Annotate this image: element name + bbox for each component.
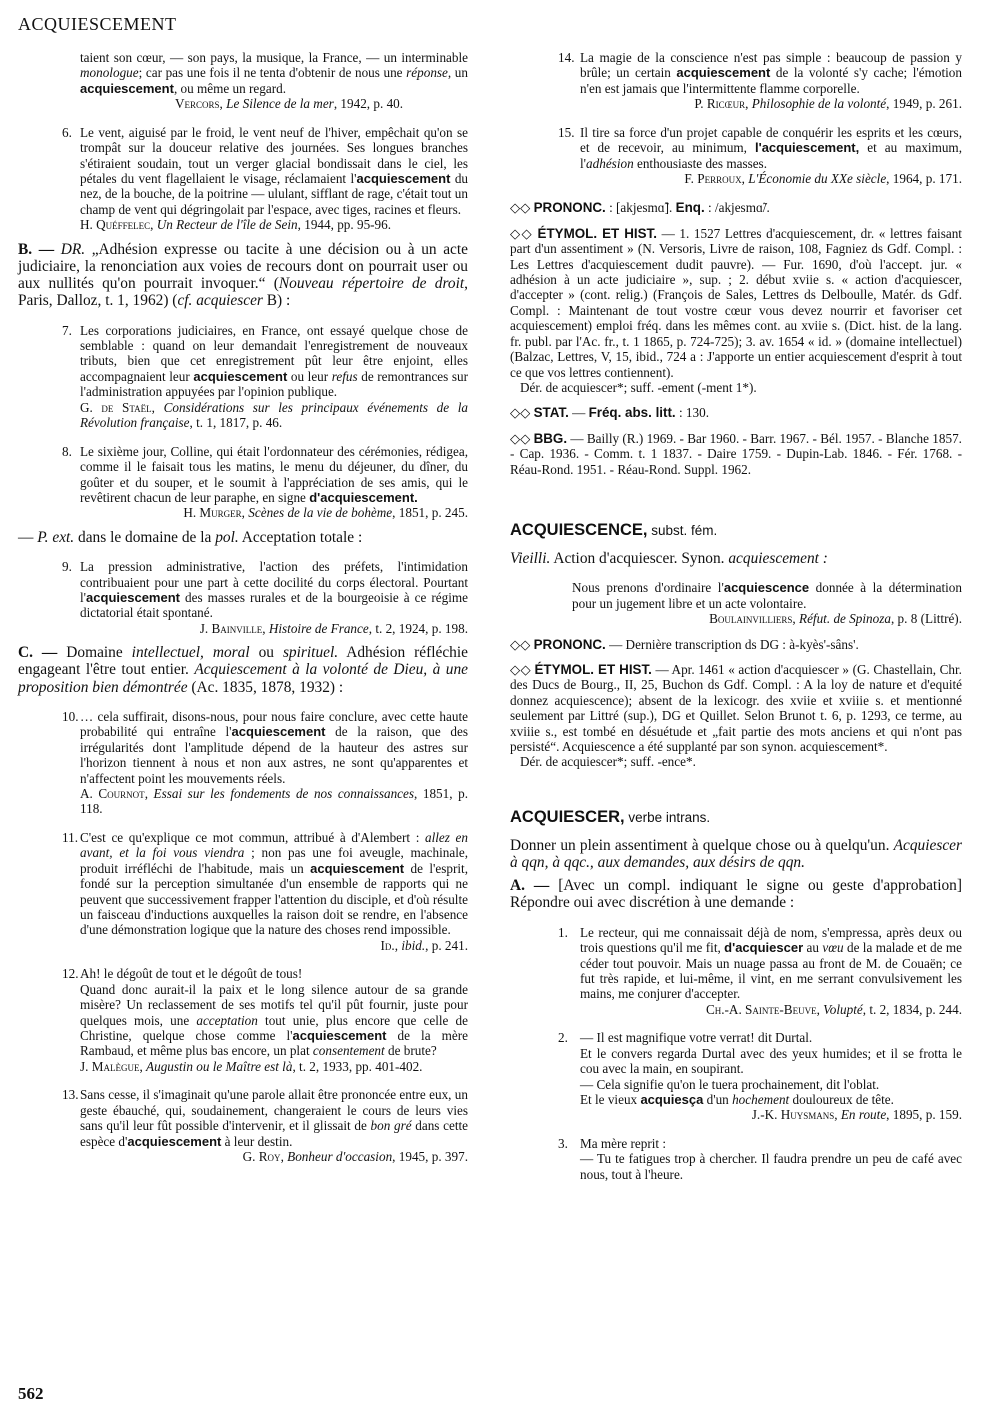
acquiescer-section-a: A. — [Avec un compl. indiquant le signe ou geste d'approbation] Répondre oui avec discrétion à une demande : <box>510 877 962 912</box>
example-12: 12. Ah! le dégoût de tout et le dégoût de tous! Quand donc aurait-il la paix et le long silence autour de sa grande misère? Un reclassement de ses motifs tel qu'il pût fournir, juste pour quelques mois, une acceptation tout unie, plus encore que celle de Christine, quelque chose comme l'acquiescement de la mère Rambaud, et même plus bas encore, un plat consentement de brute? J. Malègue, Augustin ou le Maître est là, t. 2, 1933, pp. 401-402. <box>62 966 468 1074</box>
bibliography-section: ◇◇ BBG. — Bailly (R.) 1969. - Bar 1960. - Barr. 1967. - Bél. 1957. - Blanche 1857. - Cap. 1936. - Comm. t. 1 1837. - Daire 1759. - Dupin-Lab. 1846. - Fér. 1768. - Réau-Rond. 1951. - Réau-Rond. Suppl. 1962. <box>510 430 962 477</box>
example-15: 15. Il tire sa force d'un projet capable de conquérir les esprits et les cœurs, et de recevoir, au minimum, l'acquiescement, et au maximum, l'adhésion enthousiaste des masses. F. Perroux, L'Économie du XXe siècle, 1964, p. 171. <box>558 124 962 187</box>
keyword: acquiescement <box>86 589 180 605</box>
example-14: 14. La magie de la conscience n'est pas simple : beaucoup de passion y brûle; un certain acquiescement de la volonté s'y cache; l'émotion n'en est jamais que l'intermittente flamme corporelle. P. Ricœur, Philosophie de la volonté, 1949, p. 261. <box>558 50 962 112</box>
page-number: 562 <box>18 1384 44 1403</box>
acquiescence-definition: Vieilli. Action d'acquiescer. Synon. acquiescement : <box>510 549 828 567</box>
citation-source: J. Bainville, Histoire de France, t. 2, 1924, p. 198. <box>199 620 468 636</box>
keyword: acquiescement <box>193 368 288 384</box>
citation-source: F. Perroux, L'Économie du XXe siècle, 1964, p. 171. <box>684 171 962 187</box>
acquiescer-example-2: 2. — Il est magnifique votre verrat! dit Durtal. Et le convers regarda Durtal avec des yeux humides; et il se frotta le cou avec la main, en soupirant. — Cela signifie qu'on le tuera prochainement, dit l'oblat. Et le vieux acquiesça d'un hochement douloureux de tête. J.-K. Huysmans, En route, 1895, p. 159. <box>558 1030 962 1123</box>
entry-headword-acquiescence: ACQUIESCENCE, subst. fém. <box>510 520 718 539</box>
citation-source: Id., ibid., p. 241. <box>380 937 468 953</box>
acquiescer-definition: Donner un plein assentiment à quelque chose ou à quelqu'un. Acquiescer à qqn, à qqc., aux demandes, aux désirs de qqn. <box>510 836 962 871</box>
entry-headword-acquiescer: ACQUIESCER, verbe intrans. <box>510 807 711 826</box>
keyword: acquiescement <box>310 860 405 876</box>
example-7: 7. Les corporations judiciaires, en France, ont essayé quelque chose de semblable : quand on leur demandait l'enregistrement de nouveaux tributs, bien que cet enregistrement pût leur être enjoint, elles accompagnaient leur acquiescement ou leur refus de remontrances sur l'administration appuyées par l'opinion publique. G. de Staël, Considérations sur les principaux événements de la Révolution française, t. 1, 1817, p. 46. <box>62 322 468 431</box>
citation-source: H. Quéffelec, Un Recteur de l'île de Sein, 1944, pp. 95-96. <box>80 217 392 233</box>
acquiescence-prononciation: ◇◇ PRONONC. — Dernière transcription ds DG : à-kyès'-sâns'. <box>510 636 859 652</box>
example-6: 6. Le vent, aiguisé par le froid, le vent neuf de l'hiver, empêchait qu'on se trompât sur la douceur relative des journées. Ses longues branches s'étiraient soudain, tout un verger glacial bondissait dans le ciel, les pétales du vent flagellaient le visage, réclamaient l'acquiescement du nez, de la bouche, de la poitrine — ululant, sifflant de rage, c'était tout un champ de vent qui dégringolait par l'espace, avec tiges, racines et fleurs. H. Quéffelec, Un Recteur de l'île de Sein, 1944, pp. 95-96. <box>62 124 468 233</box>
example-10: 10. … cela suffirait, disons-nous, pour nous faire conclure, avec cette haute probabilité qui entraîne l'acquiescement de la raison, que des irrégularités dont l'amplitude dépend de la hauteur des astres sur l'horizon tiennent à nous et non aux astres, ne sont qu'apparentes et n'affectent point les mouvements réels. A. Cournot, Essai sur les fondements de nos connaissances, 1851, p. 118. <box>62 708 469 817</box>
derivation-note: Dér. de acquiescer*; suff. -ence*. <box>520 754 696 770</box>
example-9: 9. La pression administrative, l'action des préfets, l'intimidation contribuaient pour une part à cette docilité du corps électoral. Pourtant l'acquiescement des masses rurales et de la bourgeoisie à ce régime dictatorial était spontané. J. Bainville, Histoire de France, t. 2, 1924, p. 198. <box>62 559 468 636</box>
keyword: acquiescement <box>676 65 771 81</box>
acquiescer-example-3: 3. Ma mère reprit : — Tu te fatigues trop à chercher. Il faudra prendre un peu de café avec nous, tout à l'heure. <box>558 1136 962 1182</box>
prononciation-section: ◇◇ PRONONC. : [akjesmɑ̃]. Enq. : /akjesmɑ̃/. <box>510 200 770 216</box>
etymology-section: ◇◇ ÉTYMOL. ET HIST. — 1. 1527 Lettres d'acquiescement, dr. « lettres faisant part d'un assentiment » (N. Versoris, Livre de raison, 108, Fagniez ds Gdf. Compl. : Les Lettres d'acquiescement dudit pauvre). — Fur. 1690, d'où l'accept. jur. « adhésion à un acte judiciaire », sup. ; 2. début xviie s. « action d'acquiescer, d'accepter » (cont. relig.) (François de Sales, Lettres ds Delboulle, Matér. ds Gdf. Compl. : Maintenant de tout vostre cœur vous devez nourrir et favoriser cet acquiescement) emploi fréq. dans les mêmes cont. au xviie s. (Dict. hist. de la lang. fr. publ. par l'Ac. fr., t. 1 1865, p. 724-725); 3. av. 1654 « id. » (domaine intellectuel) (Balzac, Lettres, V, 15, ibid., 724 a : J'apporte un entier acquiescement d'esprit à tout ce que vos lettres contiennent). Dér. de acquiescer*; suff. -ement (-ment 1*). <box>510 225 962 395</box>
acquiescence-etymology: ◇◇ ÉTYMOL. ET HIST. — Apr. 1461 « action d'acquiescer » (G. Chastellain, Chr. des Ducs de Bourg., II, 25, Buchon ds Gdf. Compl. : A la loy de nature et d'equité donnez acquiescence); absent de la lexicogr. des xviie et xviiie s. et mentionné seulement par Littré (sup.), DG et Quillet. Selon Brunot t. 6, p. 1293, ce terme, au xviiie s., est tombé en désuétude et „fait partie des mots anciens et qui n'ont pas persisté“. Acquiescence a été supplanté par son synon. acquiescement*. Dér. de acquiescer*; suff. -ence*. <box>510 661 962 770</box>
keyword: acquiescement <box>231 724 326 740</box>
derivation-note: Dér. de acquiescer*; suff. -ement (-ment 1*). <box>520 379 757 395</box>
citation-source: H. Murger, Scènes de la vie de bohème, 1851, p. 245. <box>183 505 468 521</box>
citation-source: Ch.-A. Sainte-Beuve, Volupté, t. 2, 1834, p. 244. <box>705 1001 962 1017</box>
acquiescer-example-1: 1. Le recteur, qui me connaissait déjà de nom, s'empressa, après deux ou trois questions qu'il me fit, d'acquiescer au vœu de la malade et de me céder tout pouvoir. Mais un nuage passa au front de M. de Couaën; ce fut très rapide, et lui-même, il vint, en me serrant convulsivement les mains, me conjurer d'accepter. Ch.-A. Sainte-Beuve, Volupté, t. 2, 1834, p. 244. <box>558 924 962 1017</box>
statistics-section: ◇◇ STAT. — Fréq. abs. litt. : 130. <box>510 405 709 421</box>
citation-source: A. Cournot, Essai sur les fondements de nos connaissances, 1851, p. 118. <box>80 785 468 817</box>
section-c-definition: C. — Domaine intellectuel, moral ou spirituel. Adhésion réfléchie engageant l'être tout entier. Acquiescement à la volonté de Dieu, à une proposition bien démontrée (Ac. 1835, 1878, 1932) : <box>18 644 468 696</box>
right-column <box>510 50 962 1190</box>
citation-source: P. Ricœur, Philosophie de la volonté, 1949, p. 261. <box>694 96 962 112</box>
keyword: acquiescement <box>80 80 174 96</box>
keyword: l'acquiescement, <box>754 140 860 156</box>
keyword: d'acquiescement. <box>309 489 418 505</box>
left-column <box>18 50 468 1172</box>
example-5-tail: taient son cœur, — son pays, la musique, la France, — un interminable monologue; car pas une fois il ne tenta d'obtenir de nous une réponse, un acquiescement, ou même un regard. Vercors, Le Silence de la mer, 1942, p. 40. <box>80 50 468 112</box>
keyword: acquiescence <box>723 580 810 596</box>
citation-source: Boulainvilliers, Réfut. de Spinoza, p. 8 (Littré). <box>709 611 962 627</box>
keyword: d'acquiescer <box>724 940 804 956</box>
citation-source: G. de Staël, Considérations sur les principaux événements de la Révolution française, t. 1, 1817, p. 46. <box>80 399 468 431</box>
running-head: ACQUIESCEMENT <box>18 14 177 34</box>
citation-source: J.-K. Huysmans, En route, 1895, p. 159. <box>751 1107 962 1123</box>
par-extension-definition: — P. ext. dans le domaine de la pol. Acceptation totale : <box>18 528 363 546</box>
example-8: 8. Le sixième jour, Colline, qui était l'ordonnateur des cérémonies, rédigea, comme il le faisait tous les matins, le menu du déjeuner, du dîner, du goûter et du souper, et le soumit à l'appréciation de ses amis, qui le revêtirent chacun de leur paraphe, en signe d'acquiescement. H. Murger, Scènes de la vie de bohème, 1851, p. 245. <box>62 443 468 521</box>
keyword: acquiescement <box>356 171 451 187</box>
example-11: 11. C'est ce qu'explique ce mot commun, attribué à d'Alembert : allez en avant, et la foi vous viendra ; non pas une foi aveugle, machinale, produit irréfléchi de l'habitude, mais un acquiescement de l'esprit, fondé sur la perception simultanée d'un ensemble de rapports qui ne peuvent que successivement frapper l'attention du disciple, et d'où résulte un faisceau d'inductions auxquelles la raison doit se rendre, en l'absence d'une démonstration logique que la nature des choses rend impossible. Id., ibid., p. 241. <box>62 829 469 953</box>
citation-source: J. Malègue, Augustin ou le Maître est là, t. 2, 1933, pp. 401-402. <box>80 1058 423 1074</box>
example-13: 13. Sans cesse, il s'imaginait qu'une parole allait être prononcée entre eux, un geste ébauché, qui, soudainement, changeraient le cours de leurs vies sans qu'il leur fût possible d'intervenir, et il glissait de bon gré dans cette espèce d'acquiescement à leur destin. G. Roy, Bonheur d'occasion, 1945, p. 397. <box>62 1087 468 1165</box>
keyword: acquiesça <box>640 1092 704 1108</box>
keyword: acquiescement <box>127 1133 222 1149</box>
citation-source: G. Roy, Bonheur d'occasion, 1945, p. 397. <box>242 1149 468 1165</box>
section-b-definition: B. — DR. „Adhésion expresse ou tacite à une décision ou à un acte judiciaire, la renonciation aux voies de recours dont on pourrait user ou aux nullités qu'on pourrait invoquer.“ (Nouveau répertoire de droit, Paris, Dalloz, t. 1, 1962) (cf. acquiescer B) : <box>18 240 468 310</box>
acquiescence-example: Nous prenons d'ordinaire l'acquiescence donnée à la détermination pour un jugement libre et un acte volontaire. Boulainvilliers, Réfut. de Spinoza, p. 8 (Littré). <box>572 580 962 627</box>
keyword: acquiescement <box>292 1028 387 1044</box>
citation-source: Vercors, Le Silence de la mer, 1942, p. 40. <box>175 96 404 112</box>
